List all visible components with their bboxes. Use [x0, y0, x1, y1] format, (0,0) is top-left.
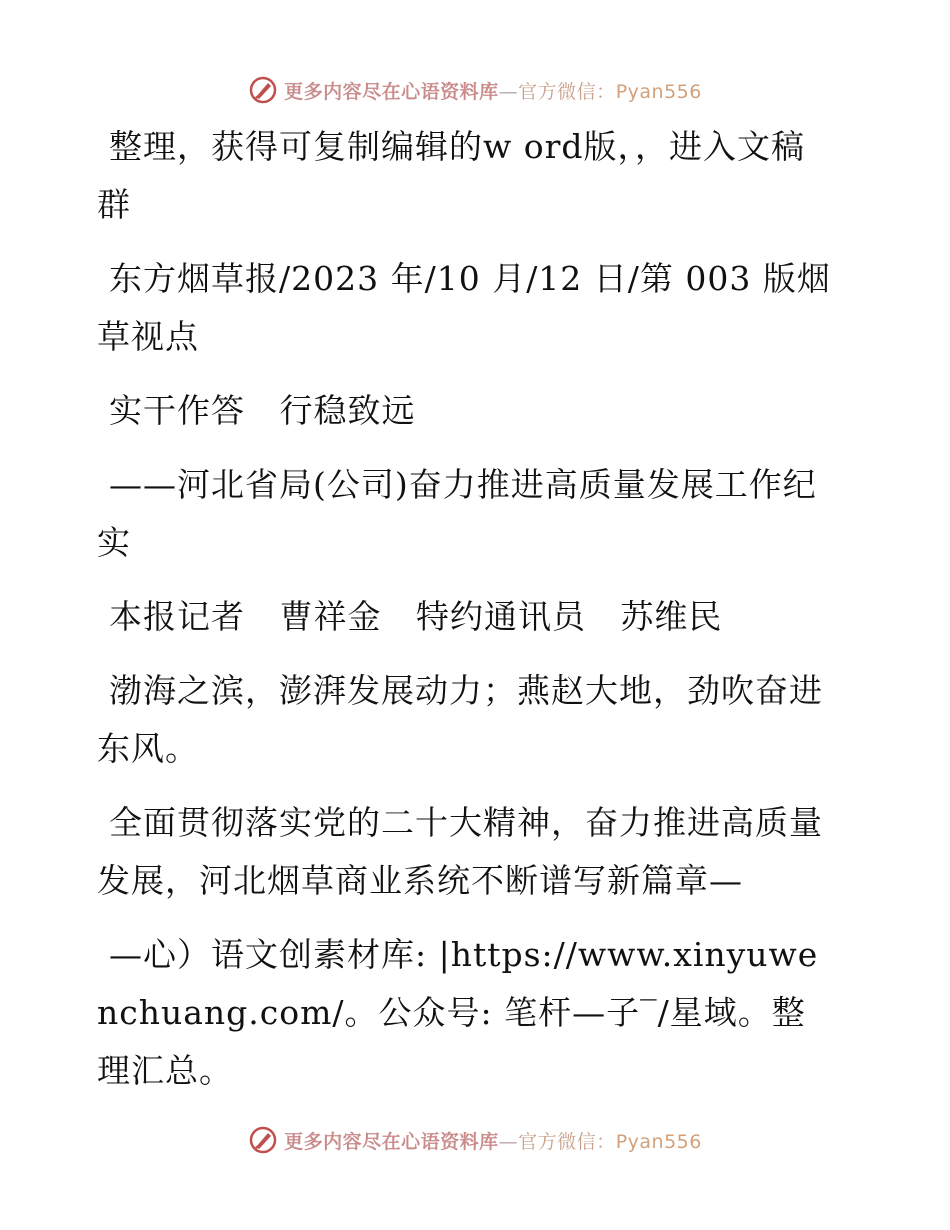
header-watermark	[0, 70, 950, 110]
watermark-sub: 官方微信：	[518, 1130, 616, 1153]
watermark-sub: 官方微信：	[518, 80, 616, 103]
brush-logo-icon	[248, 1125, 278, 1155]
paragraph-source-note: —心）语文创素材库: |https://www.xinyuwenchuang.com/。公众号: 笔杆—子‾/星域。整理汇总。	[97, 935, 819, 1090]
paragraph-intro-note: 整理，获得可复制编辑的w ord版，，进入文稿群	[97, 127, 806, 224]
watermark-main: 更多内容尽在心语资料库	[284, 80, 499, 103]
watermark-separator: —	[498, 1130, 519, 1153]
watermark-id: Pyan556	[615, 80, 702, 103]
footer-watermark	[0, 1120, 950, 1160]
paragraph-lead: 渤海之滨，澎湃发展动力；燕赵大地，劲吹奋进东风。	[97, 671, 823, 768]
watermark-text	[284, 1127, 702, 1154]
watermark-id: Pyan556	[615, 1130, 702, 1153]
watermark-text	[284, 77, 702, 104]
watermark-separator: —	[498, 80, 519, 103]
article-title: 实干作答 行稳致远	[109, 391, 416, 430]
paragraph-body: 全面贯彻落实党的二十大精神，奋力推进高质量发展，河北烟草商业系统不断谱写新篇章—	[97, 803, 823, 900]
watermark-main: 更多内容尽在心语资料库	[284, 1130, 499, 1153]
article-byline: 本报记者 曹祥金 特约通讯员 苏维民	[109, 597, 723, 636]
article-subtitle: ——河北省局(公司)奋力推进高质量发展工作纪实	[97, 465, 817, 562]
document-body	[97, 118, 832, 1100]
brush-logo-icon	[248, 75, 278, 105]
paragraph-source-line: 东方烟草报/2023 年/10 月/12 日/第 003 版烟草视点	[97, 259, 831, 356]
